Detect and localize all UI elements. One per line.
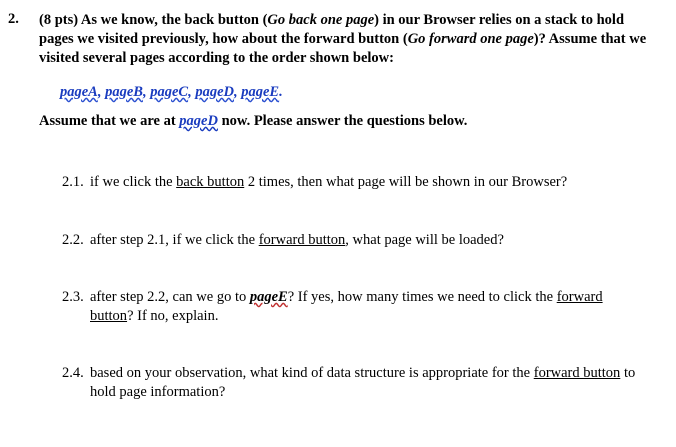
page-item: pageA [60,84,98,100]
term-page-e: pageE [249,289,288,305]
question-points: (8 pts) [39,12,79,28]
prompt-text-c: )? Assume that we visited several pages according to the order shown below: [39,31,647,66]
assumption-text-b: now. Please answer the questions below. [217,113,468,129]
subquestion-number: 2.4. [62,365,84,381]
term-forward-button: forward button [90,289,603,324]
assumption-line [39,113,467,130]
subquestion-text: after step 2.1, if we click the forward button, what page will be loaded? [90,232,504,248]
page-order-list: pageA, pageB, pageC, pageD, pageE. [60,84,283,100]
subquestion-text: based on your observation, what kind of data structure is appropriate for the forward button to hold page information? [90,365,636,400]
page-item: pageC [150,84,189,100]
page-item: pageD [195,84,234,100]
subquestion-number: 2.2. [62,232,84,248]
subquestion-number: 2.1. [62,174,84,190]
prompt-italic-back: Go back one page [267,12,375,28]
subquestion-number: 2.3. [62,289,84,305]
prompt-text-b: ) in our Browser relies on a stack to hold pages we visited previously, how about the forward button ( [39,12,625,47]
page-item: pageE [241,84,280,100]
current-page: pageD [179,113,218,129]
prompt-italic-forward: Go forward one page [407,31,534,47]
question-prompt [39,11,659,68]
subquestion-text: after step 2.2, can we go to pageE? If yes, how many times we need to click the forward button? If no, explain. [90,289,603,324]
assumption-text-a: Assume that we are at [39,113,180,129]
subquestion-text: if we click the back button 2 times, then what page will be shown in our Browser? [90,174,568,190]
term-back-button: back button [176,174,245,190]
question-number: 2. [8,11,19,27]
term-forward-button: forward button [533,365,621,381]
term-forward-button: forward button [258,232,346,248]
prompt-text-a: As we know, the back button ( [78,12,268,28]
page-item: pageB [105,84,143,100]
